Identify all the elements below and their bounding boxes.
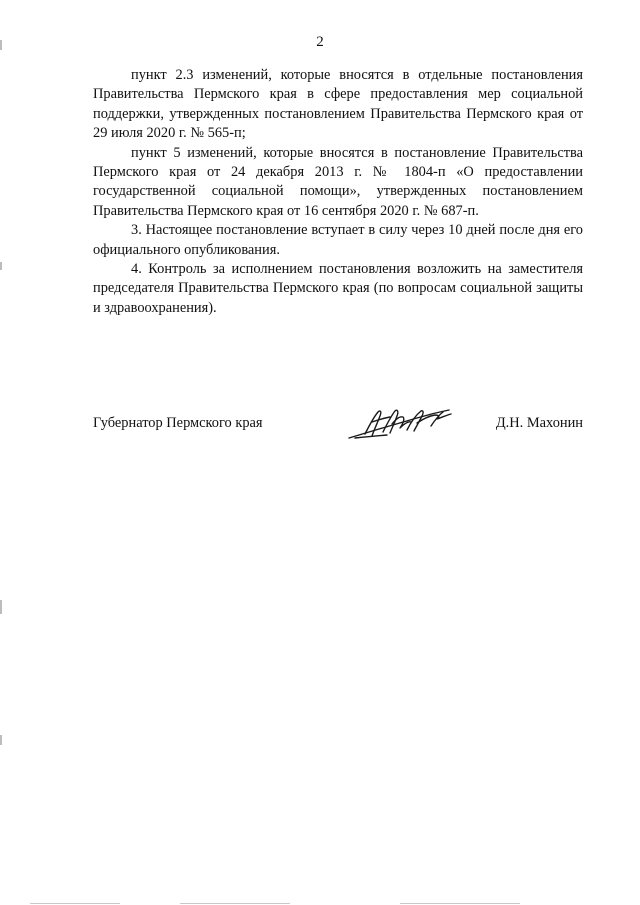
handwritten-signature <box>345 402 455 444</box>
document-body <box>93 66 583 318</box>
scan-edge-mark <box>0 600 2 614</box>
scan-bottom-mark <box>180 903 290 904</box>
paragraph-3-effective-date: 3. Настоящее постановление вступает в силу через 10 дней после дня его официального опубликования. <box>93 222 583 258</box>
paragraph-item-2-3: пункт 2.3 изменений, которые вносятся в отдельные постановления Правительства Пермского края в сфере предоставления мер социальной поддержки, утвержденных постановлением Правительства Пермского края от 29 июля 2020 г. № 565-п; <box>93 67 583 142</box>
scan-edge-mark <box>0 735 2 745</box>
paragraph-4-control: 4. Контроль за исполнением постановления возложить на заместителя председателя Правительства Пермского края (по вопросам социальной защиты и здравоохранения). <box>93 261 583 316</box>
scan-bottom-mark <box>30 903 120 904</box>
page-number: 2 <box>316 34 324 50</box>
signatory-position: Губернатор Пермского края <box>93 415 263 431</box>
paragraph-item-5: пункт 5 изменений, которые вносятся в постановление Правительства Пермского края от 24 декабря 2013 г. № 1804-п «О предоставлении государственной социальной помощи», утвержденных постановлением Правительства Пермского края от 16 сентября 2020 г. № 687-п. <box>93 144 583 219</box>
signature-block <box>93 402 583 442</box>
scan-bottom-mark <box>400 903 520 904</box>
signatory-name: Д.Н. Махонин <box>495 415 583 431</box>
scan-edge-mark <box>0 262 2 270</box>
